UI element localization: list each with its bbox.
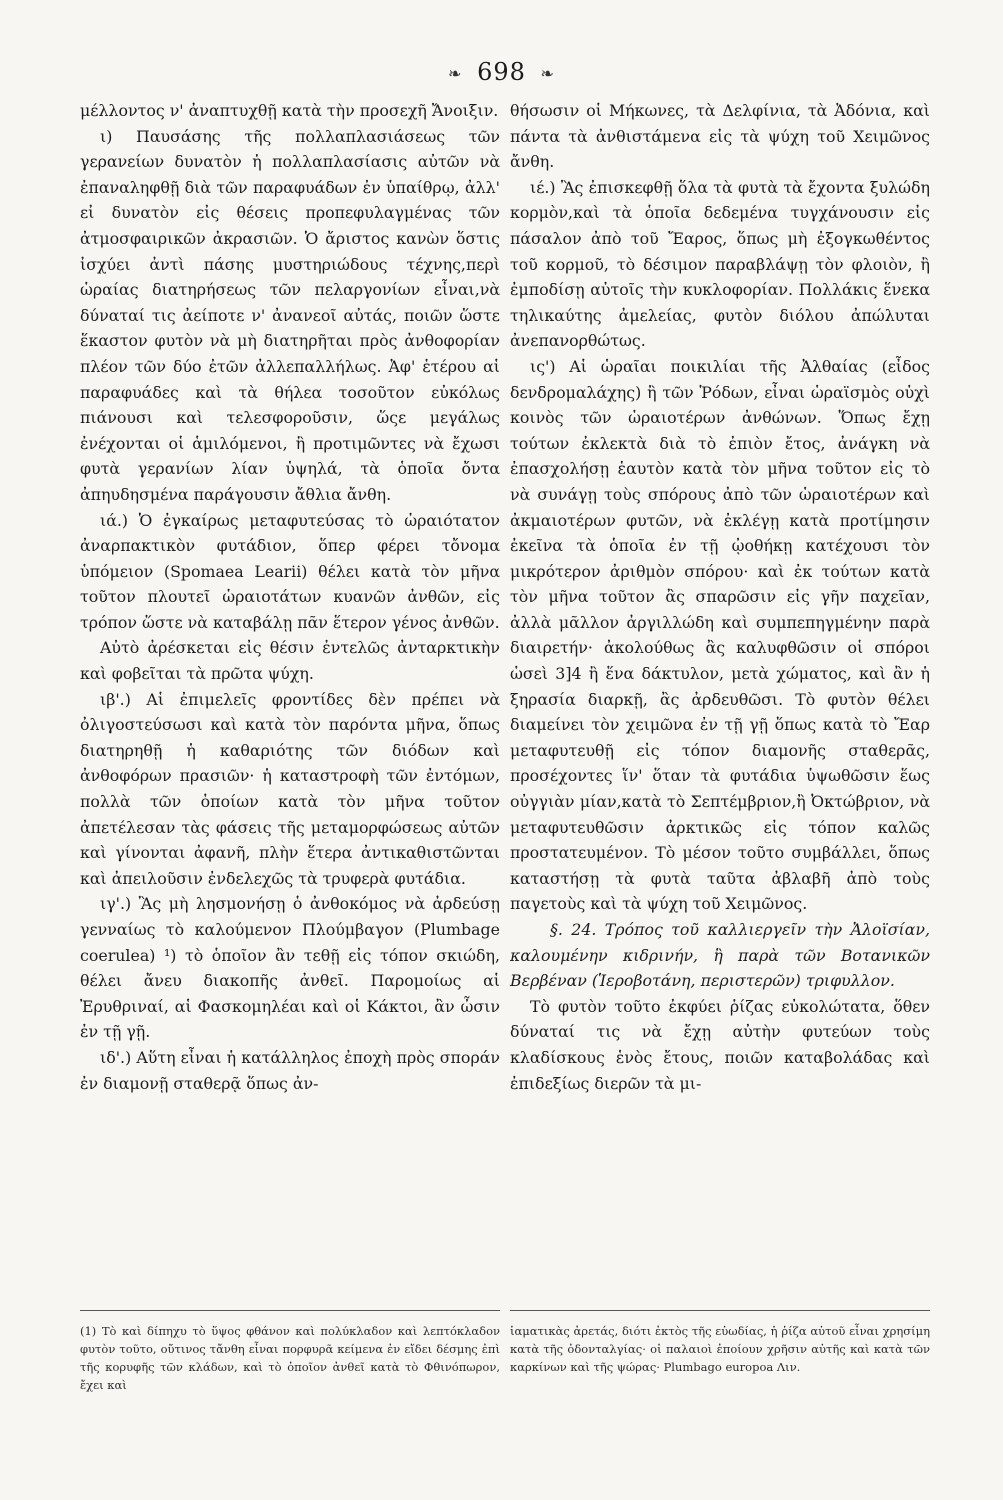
paragraph: ιά.) Ὁ ἐγκαίρως μεταφυτεύσας τὸ ὡραιότατον ἀναρπακτικὸν φυτάδιον, ὅπερ φέρει τὄνομα ὑπόμειον (Spomaea Learii) θέλει κατὰ τὸν μῆνα τοῦτον πλουτεῖ ὡραιοτάτων κυανῶν ἀνθῶν, εἰς τρόπον ὥστε νὰ καταβάλῃ πᾶν ἕτερον γένος ἀνθῶν. (80, 510, 500, 632)
right-column (510, 98, 930, 1096)
section-heading: §. 24. Τρόπος τοῦ καλλιεργεῖν τὴν Ἀλοϊσίαν, καλουμένην κιδρινήν, ἢ παρὰ τῶν Βοτανικῶν Βερβέναν (Ἱεροβοτάνη, περιστερῶν) τριφυλλον. (510, 920, 930, 991)
paragraph: θήσωσιν οἱ Μήκωνες, τὰ Δελφίνια, τὰ Ἀδόνια, καὶ πάντα τὰ ἀνθιστάμενα εἰς τὰ ψύχη τοῦ Χειμῶνος ἄνθη. (510, 101, 930, 172)
left-column (80, 98, 500, 1096)
page-header (0, 58, 1003, 86)
paragraph: ιβ'.) Αἱ ἐπιμελεῖς φροντίδες δὲν πρέπει νὰ ὀλιγοστεύσωσι καὶ κατὰ τὸν παρόντα μῆνα, ὅπως διατηρηθῇ ἡ καθαριότης τῶν διόδων καὶ ἀνθοφόρων πρασιῶν· ἡ καταστροφὴ τῶν ἐντόμων, πολλὰ τῶν ὁποίων κατὰ τὸν μῆνα τοῦτον ἀπετέλεσαν τὰς φάσεις τῆς μεταμορφώσεως αὐτῶν καὶ γίνονται ἀφανῆ, πλὴν ἕτερα ἀντικαθιστῶνται καὶ ἀπειλοῦσιν ἐνδελεχῶς τὰ τρυφερὰ φυτάδια. (80, 689, 500, 888)
paragraph: Αὐτὸ ἀρέσκεται εἰς θέσιν ἐντελῶς ἀνταρκτικὴν καὶ φοβεῖται τὰ πρῶτα ψύχη. (80, 638, 500, 684)
paragraph: ιγ'.) Ἂς μὴ λησμονήσῃ ὁ ἀνθοκόμος νὰ ἀρδεύσῃ γενναίως τὸ καλούμενον Πλούμβαγον (Plumbage coerulea) ¹) τὸ ὁποῖον ἂν τεθῇ εἰς τόπον σκιώδη, θέλει ἄνευ διακοπῆς ἀνθεῖ. Παρομοίως αἱ Ἐρυθριναί, αἱ Φασκομηλέαι καὶ οἱ Κάκτοι, ἂν ὦσιν ἐν τῇ γῇ. (80, 894, 500, 1042)
footnote-left: (1) Τὸ καὶ δίπηχυ τὸ ὕψος φθάνον καὶ πολύκλαδον καὶ λεπτόκλαδον φυτὸν τοῦτο, οὔτινος τἄνθη εἶναι πορφυρᾶ κείμενα ἐν εἴδει δέσμης ἐπὶ τῆς κορυφῆς τῶν κλάδων, καὶ τὸ ὁποῖον ἀνθεῖ κατὰ τὸ Φθινόπωρον, ἔχει καὶ (80, 1324, 500, 1392)
footnote-divider (510, 1310, 930, 1311)
paragraph: ιδ'.) Αὕτη εἶναι ἡ κατάλληλος ἐποχὴ πρὸς σποράν ἐν διαμονῇ σταθερᾷ ὅπως ἀν- (80, 1047, 500, 1093)
page-number: 698 (477, 58, 526, 86)
paragraph: ιέ.) Ἂς ἐπισκεφθῇ ὅλα τὰ φυτὰ τὰ ἔχοντα ξυλώδη κορμὸν,καὶ τὰ ὁποῖα δεδεμένα τυγχάνουσιν εἰς πάσαλον ἀπὸ τοῦ Ἔαρος, ὅπως μὴ ἐξογκωθέντος τοῦ κορμοῦ, τὸ δέσιμον παραβλάψῃ τὸν φλοιὸν, ἢ ἐμποδίσῃ αὐτοῖς τὴν κυκλοφορίαν. Πολλάκις ἕνεκα τηλικαύτης ἀμελείας, φυτὸν διόλου ἀπώλυται ἀνεπανορθώτως. (510, 177, 930, 351)
paragraph: ις') Αἱ ὡραῖαι ποικιλίαι τῆς Ἀλθαίας (εἶδος δενδρομαλάχης) ἢ τῶν Ῥόδων, εἶναι ὡραϊσμὸς οὐχὶ κοινὸς τῶν ὡραιοτέρων ἀνθώνων. Ὅπως ἔχῃ τούτων ἐκλεκτὰ διὰ τὸ ἐπιὸν ἔτος, ἀνάγκη νὰ ἐπασχολήσῃ ἑαυτὸν κατὰ τὸν μῆνα τοῦτον εἰς τὸ νὰ συνάγῃ τοὺς σπόρους ἀπὸ τῶν ὡραιοτέρων καὶ ἀκμαιοτέρων φυτῶν, νὰ ἐκλέγῃ κατὰ προτίμησιν ἐκεῖνα τὰ ὁποῖα ἐν τῇ ᾠοθήκῃ κατέχουσι τὸν μικρότερον ἀριθμὸν σπόρου· καὶ ἐκ τούτων κατὰ τὸν μῆνα τοῦτον ἂς σπαρῶσιν εἰς γῆν παχεῖαν, ἀλλὰ μᾶλλον ἀργιλλώδη καὶ συμπεπηγμένην παρὰ διαιρετήν· ἀκολούθως ἂς καλυφθῶσιν οἱ σπόροι ὡσεὶ 3]4 ἢ ἕνα δάκτυλον, μετὰ χώματος, καὶ ἂν ἡ ξηρασία διαρκῇ, ἂς ἀρδευθῶσι. Τὸ φυτὸν θέλει διαμείνει τὸν χειμῶνα ἐν τῇ γῇ ὅπως κατὰ τὸ Ἔαρ μεταφυτευθῇ εἰς τόπον διαμονῆς σταθερᾶς, προσέχοντες ἵν' ὅταν τὰ φυτάδια ὑψωθῶσιν ἕως οὐγγιὰν μίαν,κατὰ τὸ Σεπτέμβριον,ἢ Ὀκτώβριον, νὰ μεταφυτευθῶσιν ἀρκτικῶς εἰς τόπον καλῶς προστατευμένον. Τὸ μέσον τοῦτο συμβάλλει, ὅπως καταστήσῃ τὰ φυτὰ ταῦτα ἀβλαβῆ ἀπὸ τοὺς παγετοὺς καὶ τὰ ψύχη τοῦ Χειμῶνος. (510, 356, 930, 914)
paragraph: ι) Παυσάσης τῆς πολλαπλασιάσεως τῶν γερανείων δυνατὸν ἡ πολλαπλασίασις αὐτῶν νὰ ἐπαναληφθῇ διὰ τῶν παραφυάδων ἐν ὑπαίθρῳ, ἀλλ' εἰ δυνατὸν εἰς θέσεις προπεφυλαγμένας τῶν ἀτμοσφαιρικῶν ἀκρασιῶν. Ὁ ἄριστος κανὼν ὅστις ἰσχύει ἀντὶ πάσης μυστηριώδους τέχνης,περὶ ὡραίας διατηρήσεως τῶν πελαργονίων εἶναι,νὰ δύναταί τις ἀείποτε ν' ἀνανεοῖ αὐτάς, ποιῶν ὥστε ἕκαστον φυτὸν νὰ μὴ διατηρῆται πρὸς ἀνθοφορίαν πλέον τῶν δύο ἐτῶν ἀλλεπαλλήλως. Ἀφ' ἑτέρου αἱ παραφυάδες καὶ τὰ θήλεα τοσοῦτον εὐκόλως πιάνουσι καὶ τελεσφοροῦσιν, ὥςε μεγάλως ἐνέχονται οἱ ἁμιλόμενοι, ἢ προτιμῶντες νὰ ἔχωσι φυτὰ γερανίων λίαν ὑψηλά, τὰ ὁποῖα ὄντα ἀπηυδησμένα παράγουσιν ἄθλια ἄνθη. (80, 126, 500, 504)
paragraph: Τὸ φυτὸν τοῦτο ἐκφύει ῥίζας εὐκολώτατα, ὅθεν δύναταί τις νὰ ἔχῃ αὐτὴν φυτεύων τοὺς κλαδίσκους ἑνὸς ἔτους, ποιῶν καταβολάδας καὶ ἐπιδεξίως διερῶν τὰ μι- (510, 996, 930, 1093)
ornament-right-icon: ❧ (540, 64, 555, 83)
paragraph: μέλλοντος ν' ἀναπτυχθῇ κατὰ τὴν προσεχῆ Ἄνοιξιν. (80, 101, 499, 120)
ornament-left-icon: ❧ (448, 64, 463, 83)
footnote-divider (80, 1310, 500, 1311)
footnote-right: ἰαματικὰς ἀρετάς, διότι ἐκτὸς τῆς εὐωδίας, ἡ ῥίζα αὐτοῦ εἶναι χρησίμη κατὰ τῆς ὀδονταλγίας· οἱ παλαιοὶ ἐποίουν χρῆσιν αὐτῆς καὶ κατὰ τῶν καρκίνων καὶ τῆς ψώρας· Plumbago europoa Λιν. (510, 1324, 930, 1374)
